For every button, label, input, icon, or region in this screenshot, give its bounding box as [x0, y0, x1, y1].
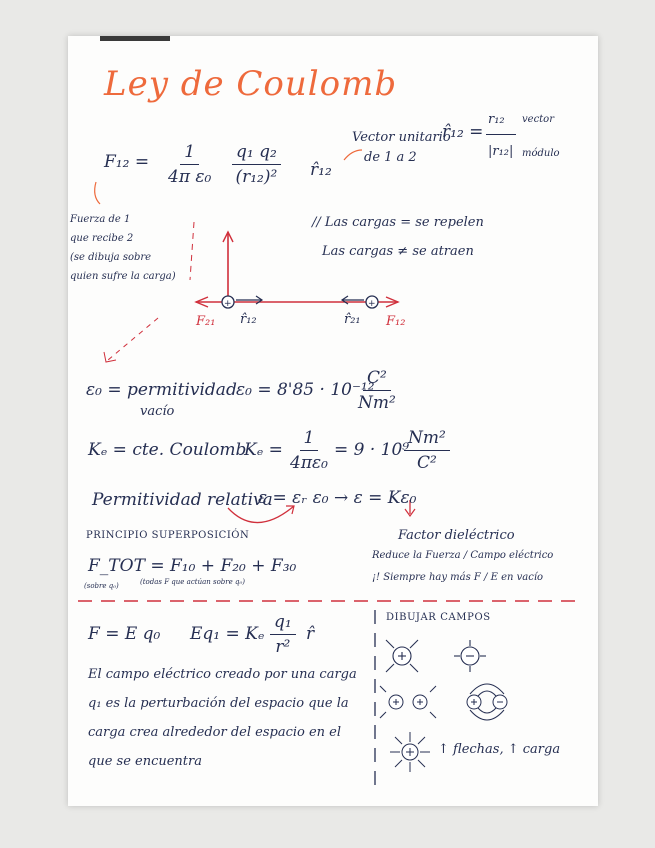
coulomb-four-pi-e0: 4π ε₀ [168, 167, 212, 187]
r12hat-definition: r̂₁₂ = [442, 122, 484, 142]
field-r2: r² [275, 637, 291, 657]
ke-fraction [290, 428, 328, 473]
field-text [88, 660, 357, 776]
charge-1-sign: + [224, 299, 232, 309]
modulo-label: módulo [522, 148, 560, 159]
ke-num: 1 [300, 428, 319, 451]
e0-definition-vacuum: vacío [140, 404, 175, 419]
always-note: ¡! Siempre hay más F / E en vacío [372, 572, 544, 583]
field-text-line: que se encuentra [88, 754, 202, 769]
e0-value: ε₀ = 8'85 · 10⁻¹² [236, 380, 375, 400]
permittivity-label: Permitividad relativa [92, 490, 273, 510]
reduces-note: Reduce la Fuerza / Campo eléctrico [372, 550, 554, 561]
label-f12: F₁₂ [386, 314, 406, 329]
charges-rule-repel: // Las cargas = se repelen [312, 215, 484, 230]
dipole-plus-minus-drawing [467, 684, 507, 720]
coulomb-fraction-2 [232, 142, 281, 187]
ke-value: = 9 · 10⁹ [334, 440, 410, 460]
ke-unit [404, 428, 450, 473]
dashed-connector-2 [108, 318, 158, 360]
e0-unit [358, 368, 396, 413]
strong-charge-field-drawing [390, 732, 430, 772]
force-note-line: Fuerza de 1 [70, 214, 131, 225]
r12-abs: |r₁₂| [488, 144, 514, 159]
ke-unit-num: Nm² [404, 428, 450, 451]
coulomb-q1q2: q₁ q₂ [232, 142, 281, 165]
label-r21: r̂₂₁ [344, 312, 361, 327]
e0-definition: ε₀ = permitividad [86, 380, 237, 400]
positive-field-drawing [386, 640, 418, 672]
dashed-connector [190, 222, 194, 280]
field-q1: q₁ [270, 612, 296, 635]
force-note-line: (se dibuja sobre [70, 252, 152, 263]
orange-note-arrow [95, 182, 100, 204]
unit-vector-label: Vector unitario [352, 130, 451, 145]
dashed-arrow-head [104, 352, 116, 362]
r12-vector: r₁₂ [488, 112, 505, 127]
ke-definition: Kₑ = cte. Coulomb [88, 440, 247, 460]
force-note [70, 210, 176, 286]
draw-fields-heading: DIBUJAR CAMPOS [386, 612, 491, 623]
coulomb-r12hat: r̂₁₂ [310, 160, 332, 180]
ke-lhs: Kₑ = [244, 440, 283, 460]
field-text-line: q₁ es la perturbación del espacio que la [88, 696, 349, 711]
force-field-equation: F = E q₀ [88, 624, 161, 644]
field-text-line: carga crea alrededor del espacio en el [88, 725, 342, 740]
superposition-formula: F_TOT = F₁₀ + F₂₀ + F₃₀ [88, 556, 297, 576]
draw-fields-note: ↑ flechas, ↑ carga [438, 742, 561, 757]
charge-2-sign: + [368, 299, 376, 309]
unit-vector-direction: de 1 a 2 [364, 150, 417, 165]
e0-unit-den: Nm² [358, 393, 396, 413]
superposition-heading: PRINCIPIO SUPERPOSICIÓN [86, 530, 250, 541]
dielectric-factor: Factor dieléctrico [398, 528, 515, 543]
coulomb-lhs: F₁₂ = [104, 152, 150, 172]
force-note-line: quien sufre la carga) [70, 271, 176, 282]
page-title: Ley de Coulomb [104, 64, 398, 104]
e0-unit-num: C² [363, 368, 391, 391]
field-rhat: r̂ [306, 624, 315, 644]
label-f21: F₂₁ [196, 314, 216, 329]
label-r12: r̂₁₂ [240, 312, 257, 327]
ke-den: 4πε₀ [290, 453, 328, 473]
charges-rule-attract: Las cargas ≠ se atraen [322, 244, 474, 259]
force-note-line: que recibe 2 [70, 233, 134, 244]
ke-unit-den: C² [416, 453, 437, 473]
vector-label: vector [522, 114, 554, 125]
coulomb-r12sq: (r₁₂)² [235, 167, 278, 187]
coulomb-fraction-1 [168, 142, 211, 187]
permittivity-formula: ε = εᵣ ε₀ → ε = Kε₀ [258, 488, 417, 508]
orange-unit-arrow [344, 150, 362, 160]
r12hat-fraction-bar [486, 134, 516, 135]
superposition-note-right: (todas F que actúan sobre q₀) [140, 578, 246, 586]
field-equation: Eq₁ = Kₑ [190, 624, 265, 644]
superposition-note-left: (sobre q₀) [84, 582, 119, 590]
dipole-plus-plus-drawing [380, 686, 436, 718]
field-fraction [270, 612, 296, 657]
negative-field-drawing [454, 640, 486, 672]
field-text-line: El campo eléctrico creado por una carga [88, 667, 357, 682]
coulomb-one: 1 [180, 142, 199, 165]
